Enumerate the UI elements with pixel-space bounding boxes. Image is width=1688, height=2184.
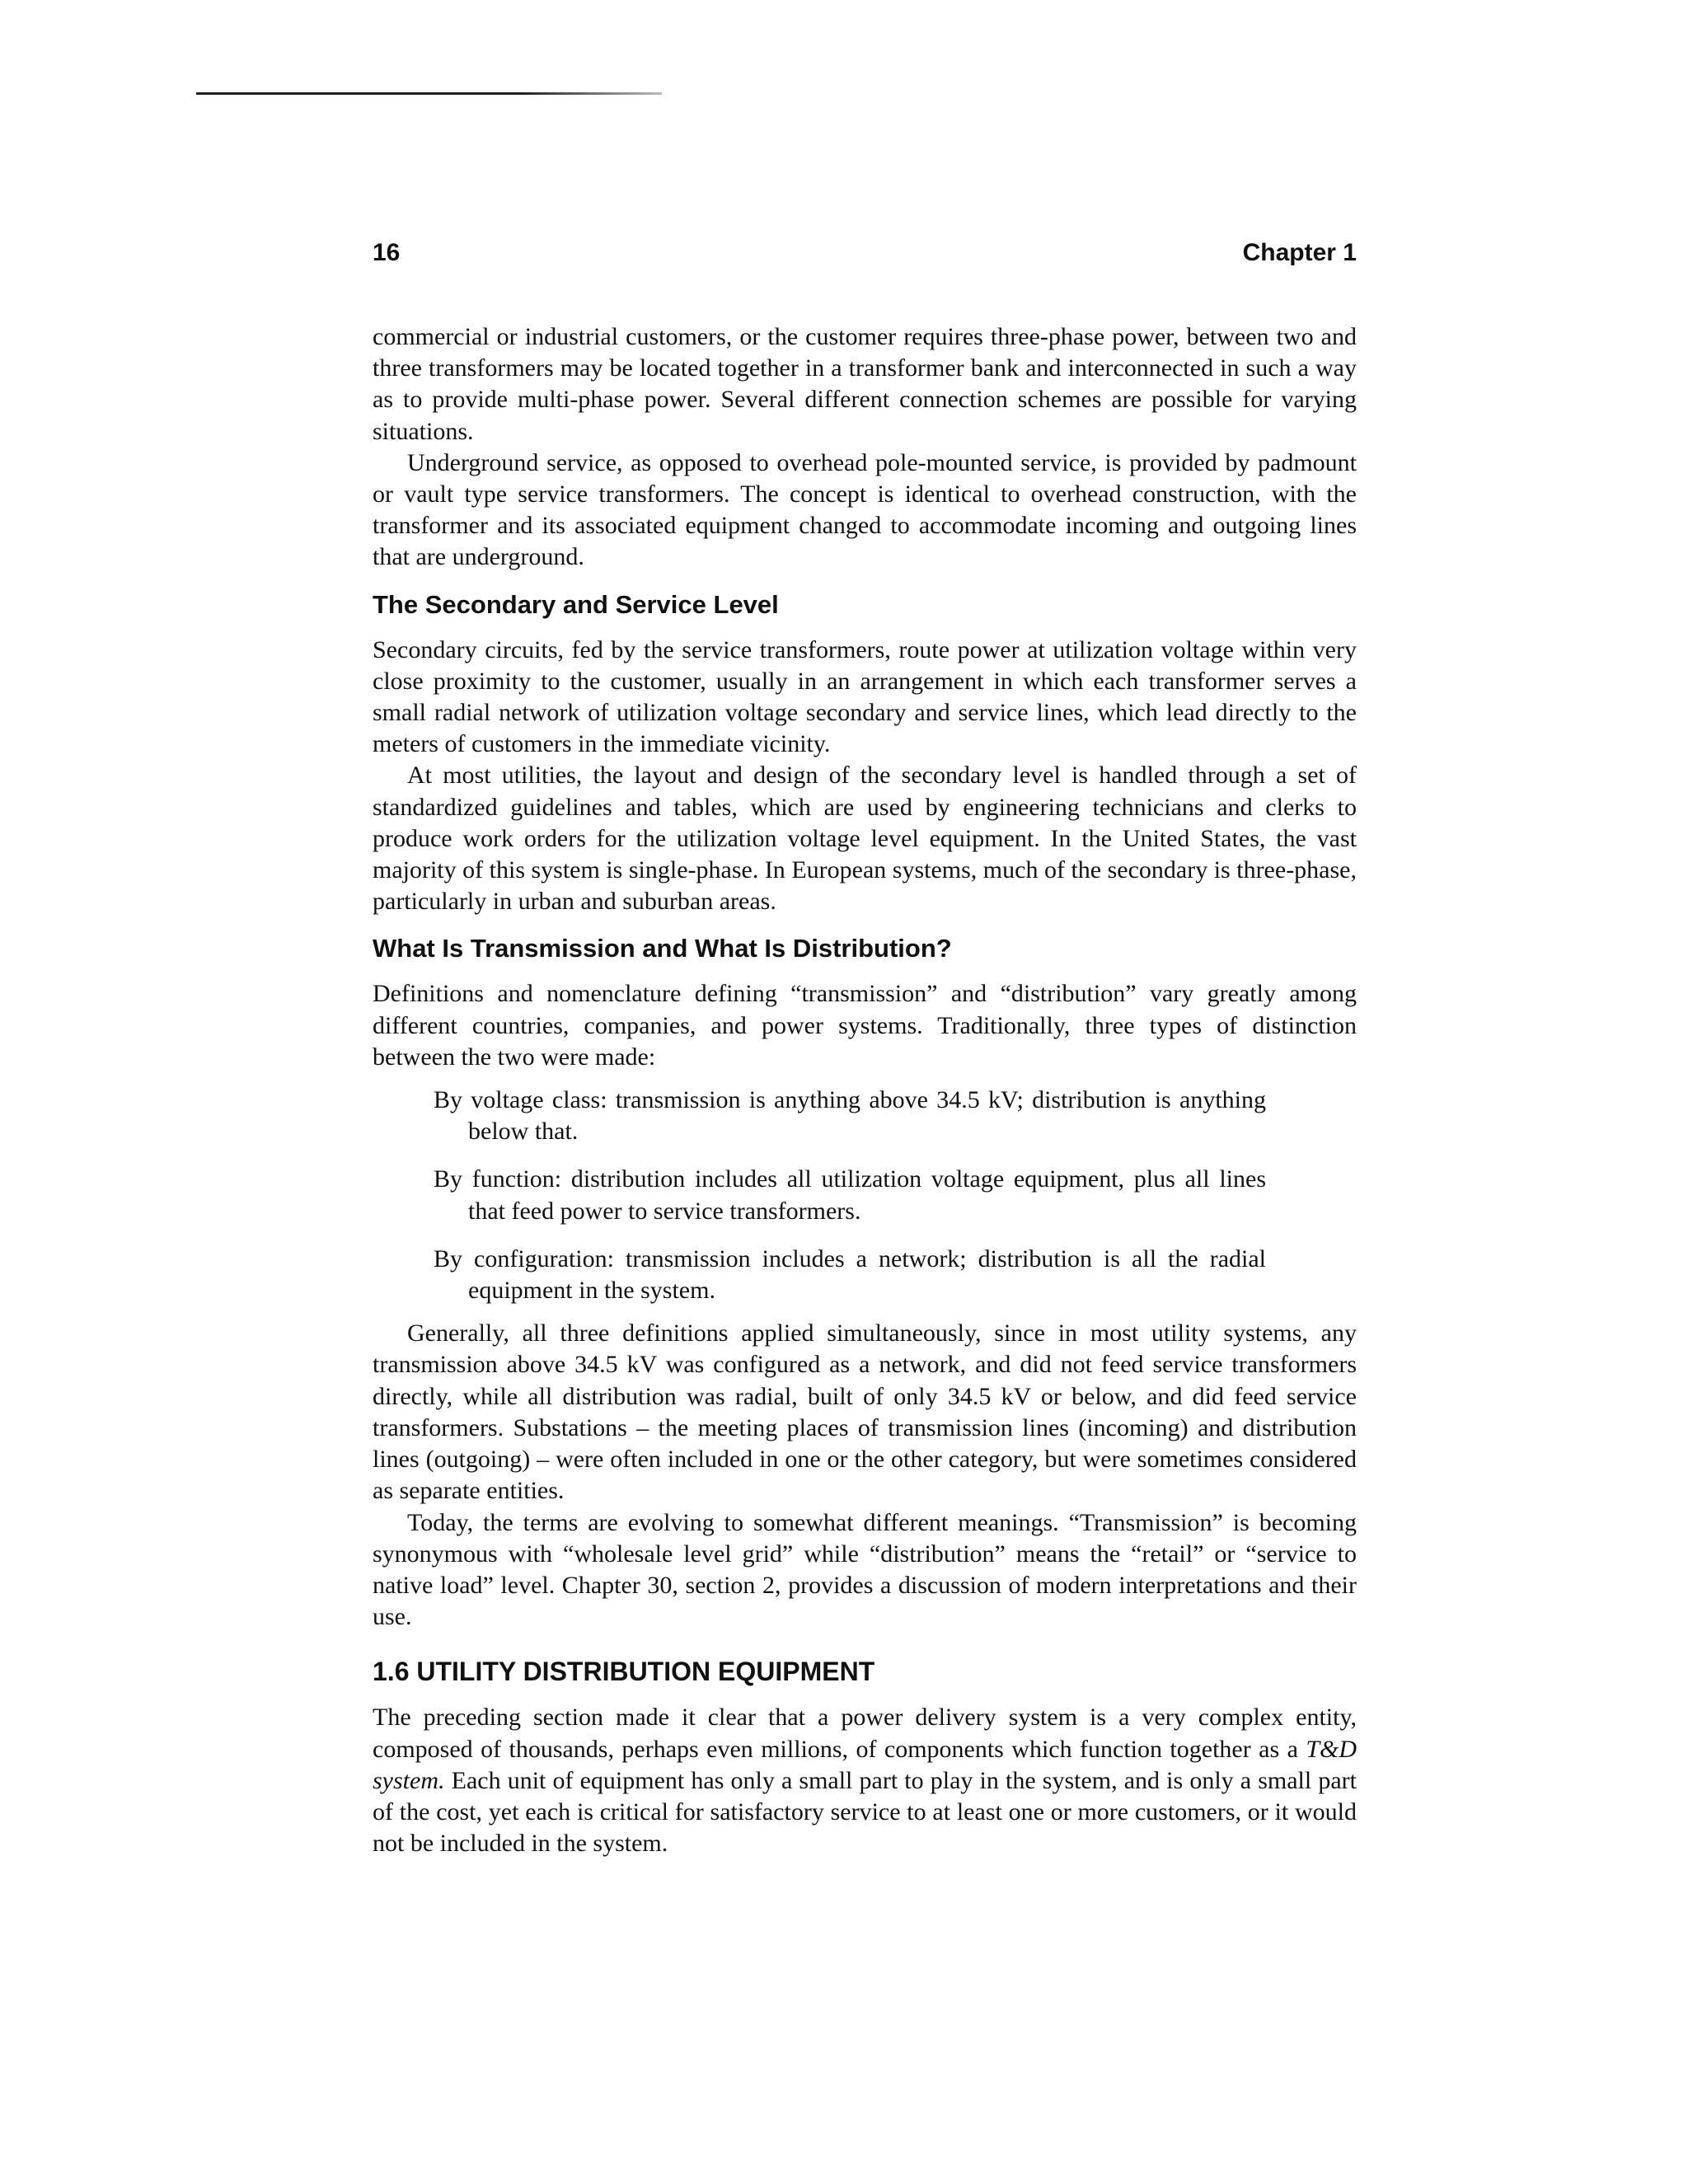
top-rule [196,92,662,95]
definition-list [434,1085,1266,1306]
heading-transmission-vs-distribution: What Is Transmission and What Is Distribution? [373,934,952,963]
running-head-chapter: Chapter 1 [1242,239,1357,266]
definition-voltage-class: By voltage class: transmission is anything above 34.5 kV; distribution is anything below that. [434,1086,1266,1146]
page-number: 16 [373,239,401,266]
paragraph-text-end: Each unit of equipment has only a small part to play in the system, and is only a small part of the cost, yet each is critical for satisfactory service to at least one or more customers, or it would not be included in the system. [373,1766,1357,1858]
paragraph-preceding-section [373,1702,1357,1859]
paragraph-generally: Generally, all three definitions applied simultaneously, since in most utility systems, any transmission above 34.5 kV was configured as a network, and did not feed service transformers directly, while all distribution was radial, built of only 34.5 kV or below, and did feed service transformers. Substations – the meeting places of transmission lines (incoming) and distribution lines (outgoing) – were often included in one or the other category, but were sometimes considered as separate entities. [373,1319,1357,1505]
paragraph-definitions: Definitions and nomenclature defining “transmission” and “distribution” vary greatly among different countries, companies, and power systems. Traditionally, three types of distinction between the two were made: [373,980,1357,1071]
heading-section-1-6: 1.6 UTILITY DISTRIBUTION EQUIPMENT [373,1657,875,1687]
heading-secondary-service-level: The Secondary and Service Level [373,589,779,619]
paragraph-text-start: The preceding section made it clear that a power delivery system is a very complex entity, composed of thousands, perhaps even millions, of components which function together as a [373,1704,1357,1763]
paragraph-today: Today, the terms are evolving to somewhat different meanings. “Transmission” is becoming synonymous with “wholesale level grid” while “distribution” means the “retail” or “service to native load” level. Chapter 30, section 2, provides a discussion of modern interpretations and their use. [373,1508,1357,1631]
paragraph-underground: Underground service, as opposed to overhead pole-mounted service, is provided by padmount or vault type service transformers. The concept is identical to overhead construction, with the transformer and its associated equipment changed to accommodate incoming and outgoing lines that are underground. [373,448,1357,571]
definition-configuration: By configuration: transmission includes a network; distribution is all the radial equipment in the system. [434,1244,1266,1305]
definition-function: By function: distribution includes all utilization voltage equipment, plus all lines that feed power to service transformers. [434,1165,1266,1225]
paragraph-secondary-circuits: Secondary circuits, fed by the service transformers, route power at utilization voltage within very close proximity to the customer, usually in an arrangement in which each transformer serves a small radial network of utilization voltage secondary and service lines, which lead directly to the meters of customers in the immediate vicinity. [373,635,1357,758]
italic-term-td-system: T&D system. [373,1735,1357,1794]
page-body [373,321,1357,1859]
paragraph-continued: commercial or industrial customers, or the customer requires three-phase power, between two and three transformers may be located together in a transformer bank and interconnected in such a way as to provide multi-phase power. Several different connection schemes are possible for varying situations. [373,323,1357,445]
page-header [373,239,1357,272]
paragraph-secondary-design: At most utilities, the layout and design of the secondary level is handled through a set of standardized guidelines and tables, which are used by engineering technicians and clerks to produce work orders for the utilization voltage level equipment. In the United States, the vast majority of this system is single-phase. In European systems, much of the secondary is three-phase, particularly in urban and suburban areas. [373,762,1357,916]
